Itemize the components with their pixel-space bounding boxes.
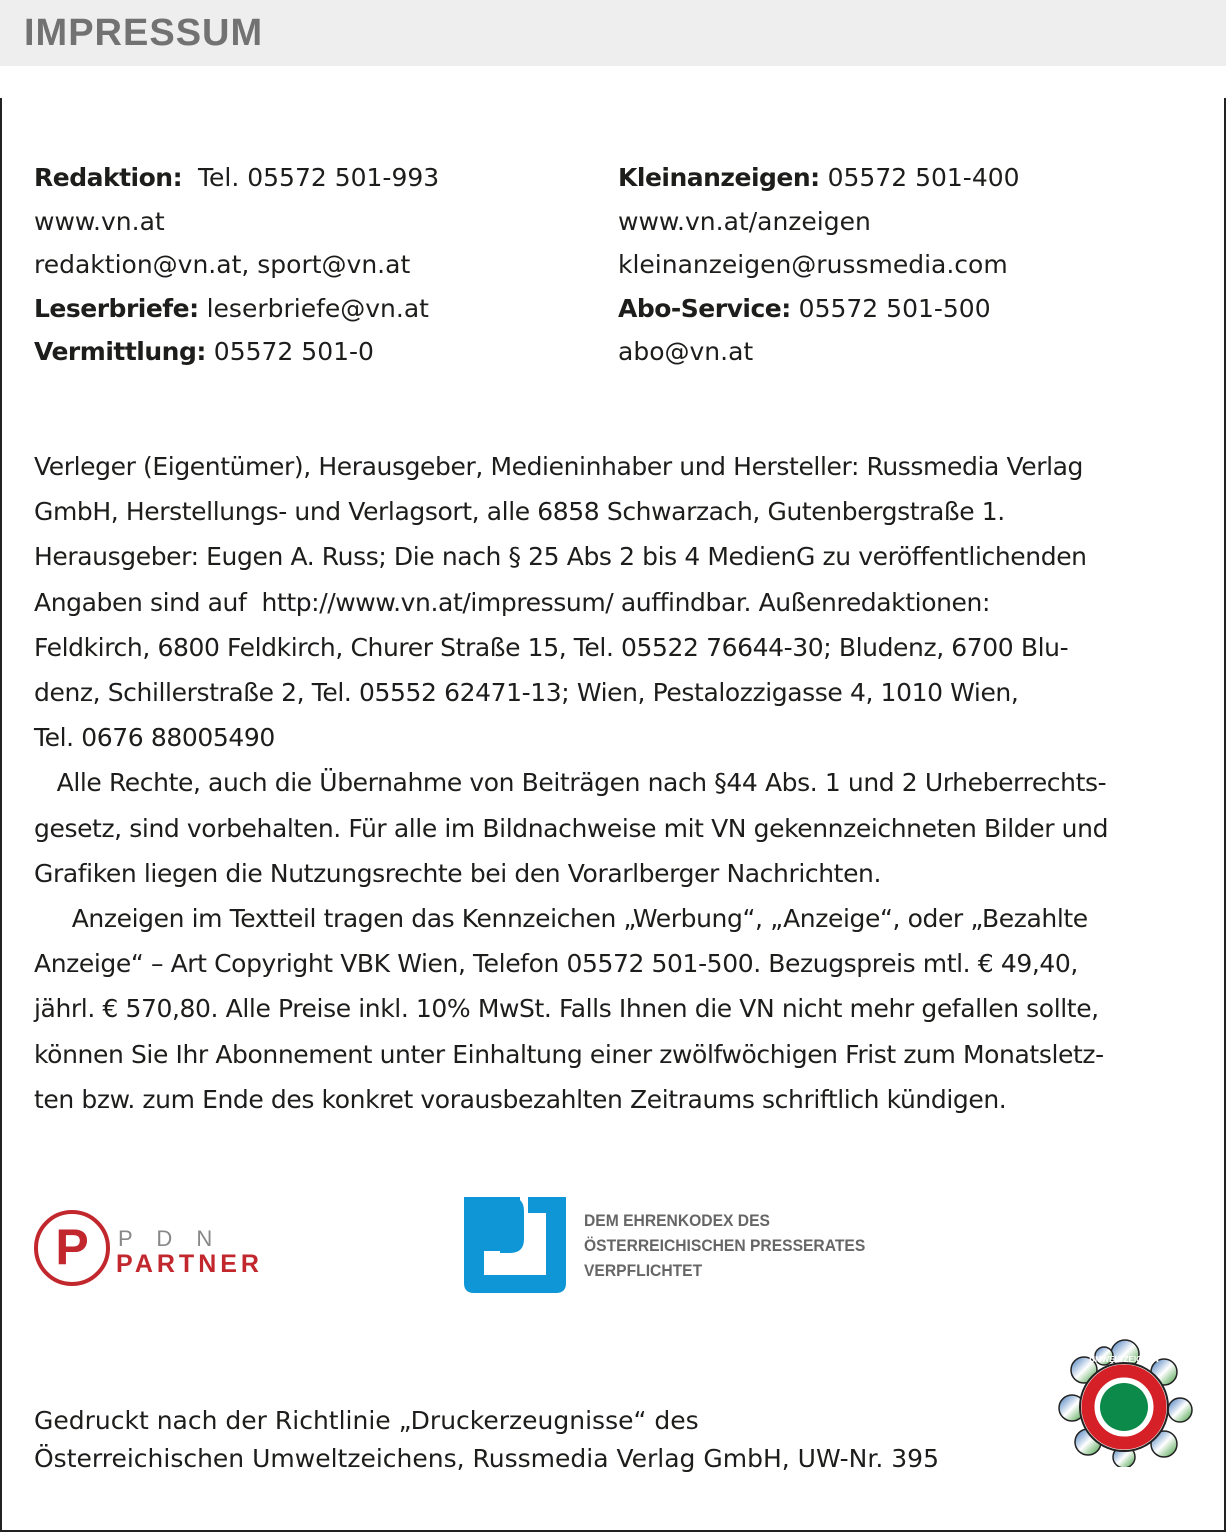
contact-line: [618, 330, 1020, 374]
text-line: gesetz, sind vorbehalten. Für alle im Bildnachweise mit VN gekennzeichneten Bilder und: [34, 813, 1109, 843]
text-line: Verleger (Eigentümer), Herausgeber, Medieninhaber und Hersteller: Russmedia Verlag: [34, 452, 1084, 481]
pdn-bottom-text: PARTNER: [116, 1250, 262, 1278]
text-line: denz, Schillerstraße 2, Tel. 05552 62471-13; Wien, Pestalozzigasse 4, 1010 Wien,: [34, 678, 1019, 708]
contact-line: [34, 200, 439, 244]
presserat-logo: [462, 1195, 890, 1295]
contact-value: abo@vn.at: [618, 337, 754, 366]
text-line: ten bzw. zum Ende des konkret vorausbezahlten Zeitraums schriftlich kündigen.: [34, 1084, 1007, 1114]
presserat-line: DEM EHRENKODEX DES: [584, 1210, 770, 1230]
contacts-left: [34, 156, 439, 374]
pdn-partner-logo: [32, 1208, 262, 1294]
imprint-text: [34, 444, 1108, 1122]
text-line: Anzeige“ – Art Copyright VBK Wien, Telefon 05572 501-500. Bezugspreis mtl. € 49,40,: [34, 949, 1078, 979]
text-line: Grafiken liegen die Nutzungsrechte bei den Vorarlberger Nachrichten.: [34, 858, 882, 888]
umweltzeichen-text: UMWELTZEICHEN: [1089, 1355, 1159, 1364]
contact-line: [618, 287, 1020, 331]
page-title: IMPRESSUM: [24, 12, 264, 54]
footer-line: Gedruckt nach der Richtlinie „Druckerzeugnisse“ des: [34, 1406, 699, 1435]
contact-label: Vermittlung:: [34, 337, 206, 366]
contact-value: 05572 501-400: [819, 163, 1020, 192]
contact-value: www.vn.at: [34, 206, 165, 236]
contact-label: Abo-Service:: [618, 293, 791, 323]
contact-value: 05572 501-500: [790, 293, 991, 323]
contact-label: Redaktion:: [34, 163, 183, 192]
contact-value: redaktion@vn.at, sport@vn.at: [34, 250, 411, 279]
contact-line: [34, 156, 439, 200]
contacts-right: [618, 156, 1020, 374]
header-bar: [0, 0, 1226, 66]
contact-value: 05572 501-0: [205, 337, 374, 366]
contact-label: Kleinanzeigen:: [618, 163, 820, 192]
text-line: können Sie Ihr Abonnement unter Einhaltung einer zwölfwöchigen Frist zum Monatsletz-: [34, 1039, 1104, 1069]
contact-line: [618, 243, 1020, 287]
footer-note: [34, 1402, 939, 1478]
text-line: jährl. € 570,80. Alle Preise inkl. 10% MwSt. Falls Ihnen die VN nicht mehr gefallen sollte,: [34, 994, 1099, 1024]
contact-value: leserbriefe@vn.at: [198, 293, 429, 323]
text-line: GmbH, Herstellungs- und Verlagsort, alle 6858 Schwarzach, Gutenbergstraße 1.: [34, 497, 1005, 527]
presserat-line: ÖSTERREICHISCHEN PRESSERATES: [584, 1235, 866, 1255]
contact-value: Tel. 05572 501-993: [182, 163, 440, 192]
umweltzeichen-logo: [1052, 1332, 1197, 1471]
contact-value: kleinanzeigen@russmedia.com: [618, 250, 1008, 279]
pdn-letter: P: [55, 1219, 89, 1275]
pdn-top-text: P D N: [118, 1226, 222, 1251]
contact-line: [34, 287, 439, 331]
text-line: Feldkirch, 6800 Feldkirch, Churer Straße 15, Tel. 05522 76644-30; Bludenz, 6700 Blu-: [34, 632, 1069, 662]
text-line: Tel. 0676 88005490: [34, 723, 275, 753]
contact-line: [618, 156, 1020, 200]
contact-label: Leserbriefe:: [34, 293, 199, 323]
text-line: Alle Rechte, auch die Übernahme von Beiträgen nach §44 Abs. 1 und 2 Urheberrechts-: [34, 768, 1107, 798]
contact-line: [34, 330, 439, 374]
text-line: Herausgeber: Eugen A. Russ; Die nach § 25 Abs 2 bis 4 MedienG zu veröffentlichenden: [34, 542, 1087, 572]
text-line: Anzeigen im Textteil tragen das Kennzeichen „Werbung“, „Anzeige“, oder „Bezahlte: [34, 904, 1088, 934]
presserat-line: VERPFLICHTET: [584, 1260, 703, 1280]
contact-line: [618, 200, 1020, 244]
text-line: Angaben sind auf http://www.vn.at/impressum/ auffindbar. Außenredaktionen:: [34, 587, 990, 617]
contact-line: [34, 243, 439, 287]
footer-line: Österreichischen Umweltzeichens, Russmedia Verlag GmbH, UW-Nr. 395: [34, 1444, 939, 1473]
presserat-icon: [462, 1195, 568, 1295]
contact-value: www.vn.at/anzeigen: [618, 206, 871, 236]
